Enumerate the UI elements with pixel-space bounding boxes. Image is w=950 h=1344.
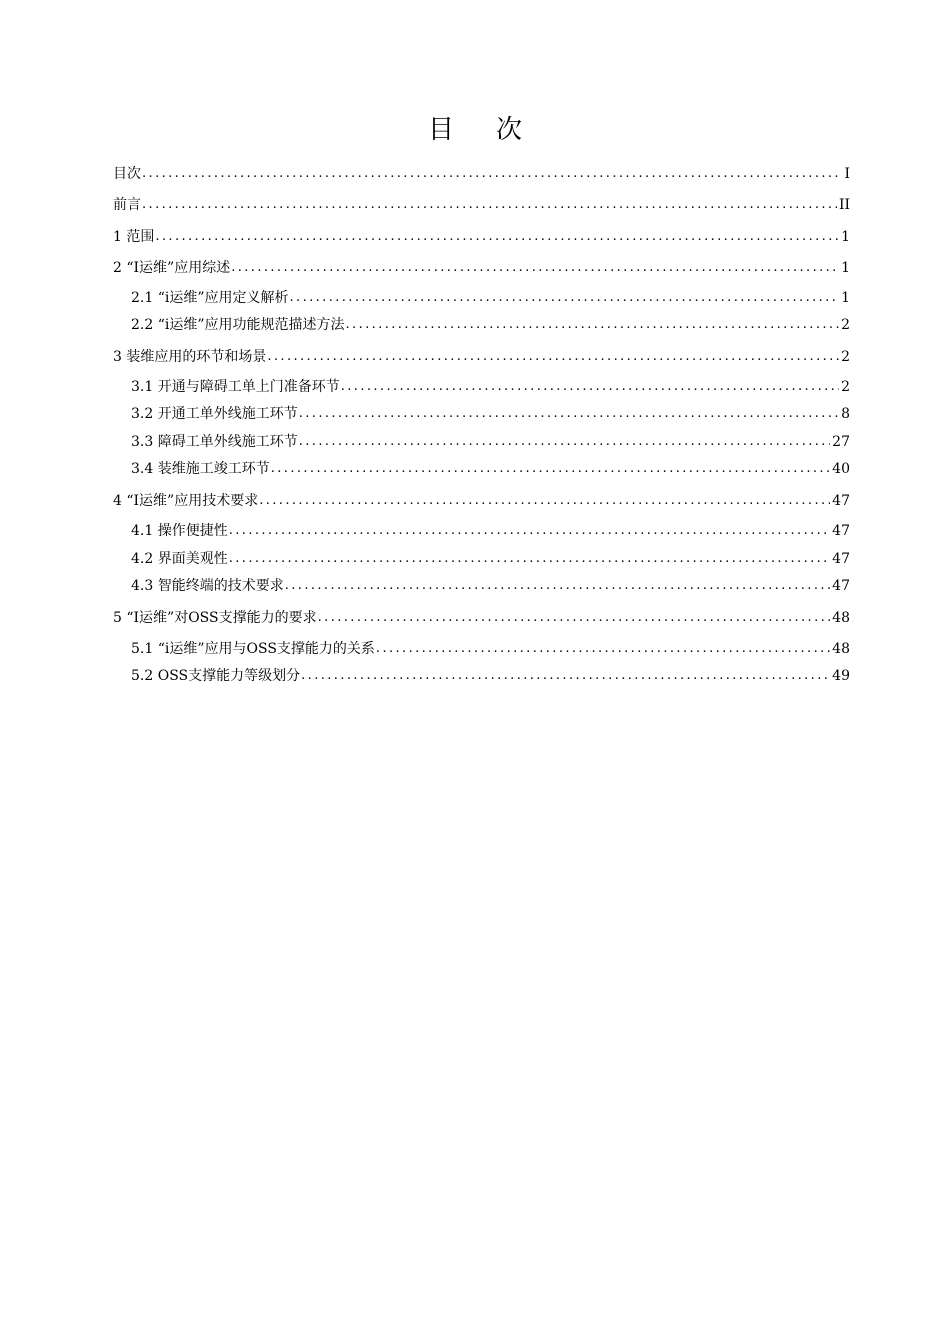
toc-entry-2[interactable] — [113, 256, 850, 278]
toc-entry-1[interactable] — [113, 225, 850, 247]
dot-leader — [289, 288, 840, 308]
dot-leader — [375, 639, 830, 659]
toc-page-number: 47 — [832, 523, 850, 539]
toc-entry-title: 3.2 开通工单外线施工环节 — [131, 406, 298, 422]
toc-page-number: 8 — [841, 406, 850, 422]
toc-page-number: 47 — [832, 493, 850, 509]
dot-leader — [141, 195, 837, 215]
toc-page-number: 27 — [832, 434, 850, 450]
toc-entry-title: 4.2 界面美观性 — [131, 551, 228, 567]
toc-page-number: I — [844, 166, 850, 182]
toc-page-number: 1 — [841, 260, 850, 276]
toc-entry-title: 前言 — [113, 197, 141, 213]
toc-entry-title: 5 “I运维”对OSS支撑能力的要求 — [113, 610, 317, 626]
dot-leader — [298, 432, 830, 452]
page-title — [0, 112, 950, 148]
toc-entry-5-1[interactable] — [113, 637, 850, 659]
toc-entry-title: 3.4 装维施工竣工环节 — [131, 461, 270, 477]
toc-entry-4-1[interactable] — [113, 519, 850, 541]
dot-leader — [317, 608, 831, 628]
toc-page-number: II — [838, 197, 850, 213]
toc-entry-contents[interactable] — [113, 162, 850, 184]
toc-entry-title: 5.1 “i运维”应用与OSS支撑能力的关系 — [131, 641, 375, 657]
dot-leader — [228, 521, 830, 541]
toc-entry-5[interactable] — [113, 606, 850, 628]
toc-entry-3-3[interactable] — [113, 430, 850, 452]
toc-page-number: 2 — [841, 349, 850, 365]
dot-leader — [266, 347, 839, 367]
toc-page-number: 2 — [841, 379, 850, 395]
toc-page-number: 48 — [832, 610, 850, 626]
toc-page-number: 1 — [841, 229, 850, 245]
toc-entry-3-2[interactable] — [113, 402, 850, 424]
toc-entry-title: 5.2 OSS支撑能力等级划分 — [131, 668, 301, 684]
toc-page-number: 47 — [832, 551, 850, 567]
dot-leader — [270, 459, 830, 479]
toc-entry-2-1[interactable] — [113, 286, 850, 308]
toc-page-number: 47 — [832, 578, 850, 594]
toc-page-number: 49 — [832, 668, 850, 684]
toc-entry-title: 2.1 “i运维”应用定义解析 — [131, 290, 289, 306]
toc-page-number: 1 — [841, 290, 850, 306]
toc-entry-title: 2.2 “i运维”应用功能规范描述方法 — [131, 317, 345, 333]
dot-leader — [298, 404, 839, 424]
dot-leader — [284, 576, 830, 596]
toc-entry-title: 1 范围 — [113, 229, 155, 245]
toc-entry-4-2[interactable] — [113, 547, 850, 569]
toc-entry-title: 3.3 障碍工单外线施工环节 — [131, 434, 298, 450]
toc-entry-4-3[interactable] — [113, 574, 850, 596]
toc-entry-title: 2 “I运维”应用综述 — [113, 260, 231, 276]
toc-entry-5-2[interactable] — [113, 664, 850, 686]
dot-leader — [345, 315, 840, 335]
toc-entry-3-4[interactable] — [113, 457, 850, 479]
toc-entry-2-2[interactable] — [113, 313, 850, 335]
dot-leader — [228, 549, 830, 569]
toc-page-number: 48 — [832, 641, 850, 657]
page-title-part-2: 次 — [496, 115, 523, 145]
page-title-part-1: 目 — [427, 115, 454, 145]
toc-entry-4[interactable] — [113, 489, 850, 511]
dot-leader — [258, 491, 830, 511]
dot-leader — [230, 258, 839, 278]
toc-entry-title: 4 “I运维”应用技术要求 — [113, 493, 259, 509]
toc-entry-title: 目次 — [113, 166, 141, 182]
toc-page-number: 2 — [841, 317, 850, 333]
toc-entry-title: 3.1 开通与障碍工单上门准备环节 — [131, 379, 340, 395]
toc-entry-title: 4.3 智能终端的技术要求 — [131, 578, 284, 594]
toc-entry-foreword[interactable] — [113, 193, 850, 215]
toc-entry-title: 4.1 操作便捷性 — [131, 523, 228, 539]
dot-leader — [141, 164, 842, 184]
dot-leader — [300, 666, 830, 686]
toc-entry-3-1[interactable] — [113, 375, 850, 397]
toc-page-number: 40 — [832, 461, 850, 477]
dot-leader — [154, 227, 839, 247]
toc-entry-title: 3 装维应用的环节和场景 — [113, 349, 267, 365]
toc-entry-3[interactable] — [113, 345, 850, 367]
dot-leader — [340, 377, 839, 397]
